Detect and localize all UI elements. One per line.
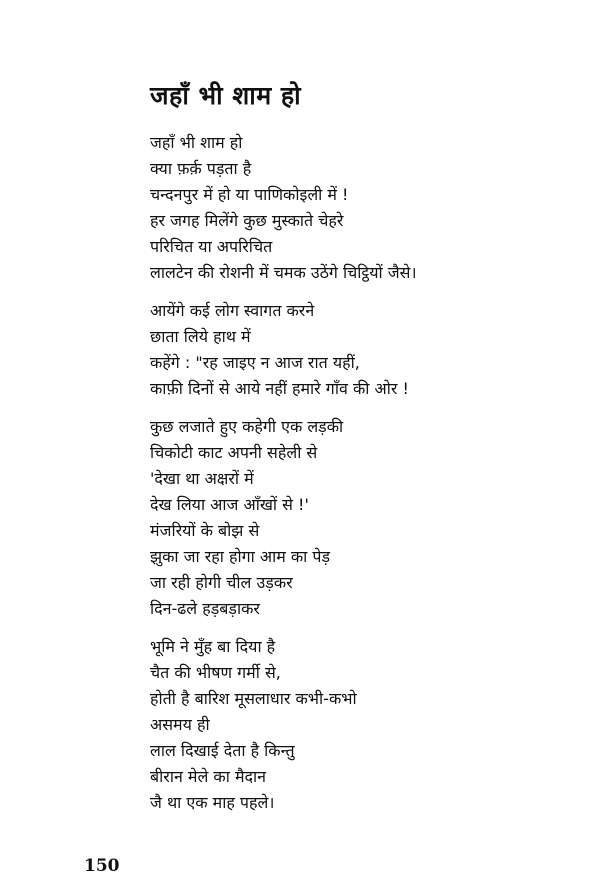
poem-line: चैत की भीषण गर्मी से,: [150, 663, 281, 682]
poem-line: असमय ही: [150, 715, 210, 734]
poem-line: कहेंगे : "रह जाइए न आज रात यहीं,: [150, 353, 360, 372]
poem-line: हर जगह मिलेंगे कुछ मुस्काते चेहरे: [150, 211, 344, 230]
poem-line: जहाँ भी शाम हो: [150, 133, 243, 152]
poem-line: मंजरियों के बोझ से: [150, 521, 260, 540]
stanza-3: [150, 414, 590, 622]
poem-line: क्या फ़र्क़ पड़ता है: [150, 159, 252, 178]
poem-line: छाता लिये हाथ में: [150, 327, 251, 346]
poem-line: भूमि ने मुँह बा दिया है: [150, 637, 276, 656]
poem-line: चिकोटी काट अपनी सहेली से: [150, 443, 318, 462]
stanza-1: [150, 130, 590, 286]
poem-line: होती है बारिश मूसलाधार कभी-कभो: [150, 689, 357, 708]
poem-line: लाल दिखाई देता है किन्तु: [150, 741, 295, 760]
poem-line: जा रही होगी चील उड़कर: [150, 573, 293, 592]
stanza-2: [150, 298, 590, 402]
poem-line: 'देखा था अक्षरों में: [150, 469, 254, 488]
poem-line: चन्दनपुर में हो या पाणिकोइली में !: [150, 185, 349, 204]
poem-line: दिन-ढले हड़बड़ाकर: [150, 599, 260, 618]
stanza-4: [150, 634, 590, 816]
poem-line: परिचित या अपरिचित: [150, 237, 273, 256]
poem-line: कुछ लजाते हुए कहेगी एक लड़की: [150, 417, 344, 436]
poem-body: [150, 130, 590, 828]
poem-line: झुका जा रहा होगा आम का पेड़: [150, 547, 331, 566]
poem-title: जहाँ भी शाम हो: [150, 81, 302, 110]
poem-line: आयेंगे कई लोग स्वागत करने: [150, 301, 315, 320]
page-number: 150: [84, 856, 120, 876]
poem-line: लालटेन की रोशनी में चमक उठेंगे चिट्ठियों जैसे।: [150, 263, 417, 282]
poem-line: देख लिया आज आँखों से !': [150, 495, 309, 514]
poem-line: बीरान मेले का मैदान: [150, 767, 267, 786]
poem-line: काफ़ी दिनों से आये नहीं हमारे गाँव की ओर !: [150, 379, 409, 398]
poem-line: जै था एक माह पहले।: [150, 793, 275, 812]
